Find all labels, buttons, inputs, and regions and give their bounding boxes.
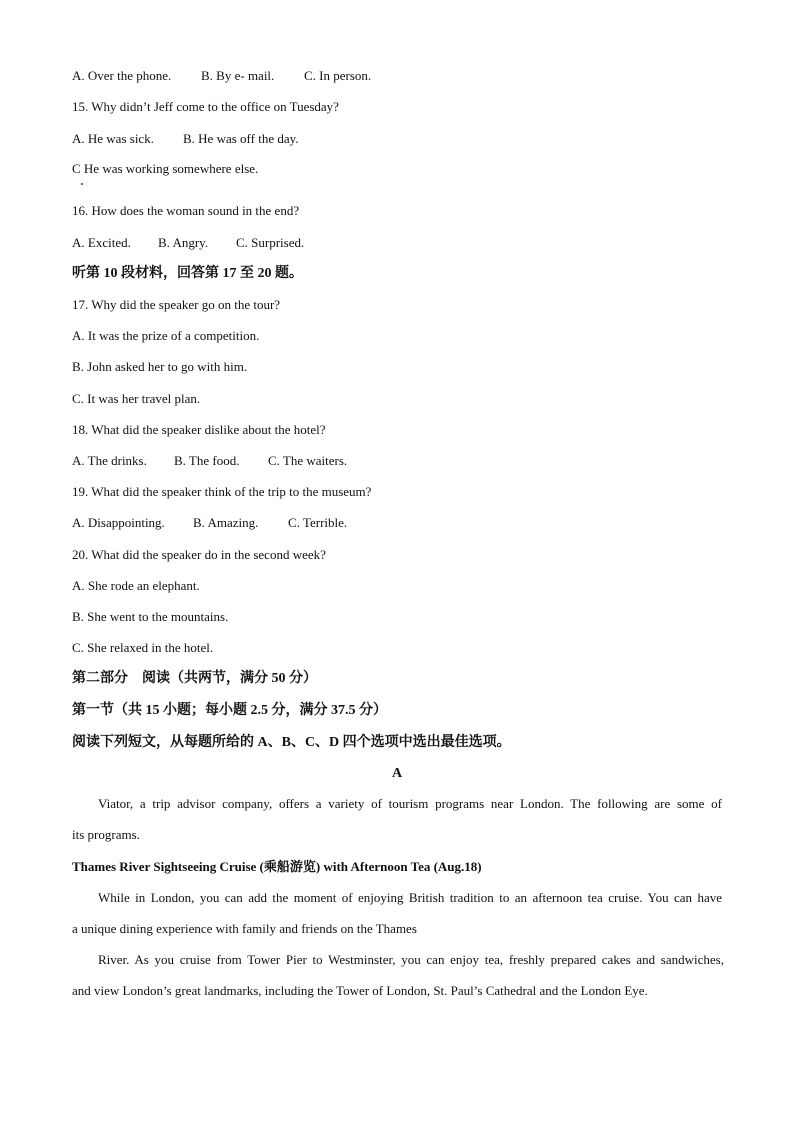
q18-options	[72, 453, 347, 469]
q14-options	[72, 68, 371, 84]
q18-option-c: C. The waiters.	[268, 453, 348, 468]
passage-intro-line1: Viator, a trip advisor company, offers a variety of tourism programs near London. The following are some of	[98, 796, 722, 811]
q18-option-a: A. The drinks.	[72, 453, 147, 468]
reading-instructions: 阅读下列短文，从每题所给的 A、B、C、D 四个选项中选出最佳选项。	[72, 735, 511, 750]
reading-section-heading: 第一节（共 15 小题；每小题 2.5 分，满分 37.5 分）	[72, 703, 387, 718]
q15-options	[72, 131, 299, 147]
stray-dot	[81, 183, 83, 185]
q16-options	[72, 235, 304, 251]
q16-option-c: C. Surprised.	[236, 235, 305, 250]
q20-option-a: A. She rode an elephant.	[72, 578, 200, 593]
para1-line2: a unique dining experience with family and friends on the Thames	[72, 921, 417, 936]
q15-option-b: B. He was off the day.	[183, 131, 299, 146]
q14-option-a: A. Over the phone.	[72, 68, 172, 83]
reading-part-heading: 第二部分 阅读（共两节，满分 50 分）	[72, 671, 317, 686]
q20-option-c: C. She relaxed in the hotel.	[72, 640, 214, 655]
q17-option-a: A. It was the prize of a competition.	[72, 328, 260, 343]
q17-option-c: C. It was her travel plan.	[72, 391, 201, 406]
q18-option-b: B. The food.	[174, 453, 240, 468]
q19-option-b: B. Amazing.	[193, 515, 259, 530]
q18-question: 18. What did the speaker dislike about the hotel?	[72, 422, 326, 437]
q19-option-c: C. Terrible.	[288, 515, 348, 530]
q14-option-b: B. By e- mail.	[201, 68, 275, 83]
q20-option-b: B. She went to the mountains.	[72, 609, 229, 624]
q14-option-c: C. In person.	[304, 68, 372, 83]
q15-option-a: A. He was sick.	[72, 131, 154, 146]
q20-question: 20. What did the speaker do in the second week?	[72, 547, 326, 562]
para2-line1: River. As you cruise from Tower Pier to Westminster, you can enjoy tea, freshly prepared cakes and sandwiches,	[98, 952, 724, 967]
q17-question: 17. Why did the speaker go on the tour?	[72, 297, 281, 312]
passage-intro-line2: its programs.	[72, 827, 140, 842]
para2-line2: and view London’s great landmarks, including the Tower of London, St. Paul’s Cathedral and the London Eye.	[72, 983, 648, 998]
section10-heading: 听第 10 段材料，回答第 17 至 20 题。	[72, 266, 303, 281]
q15-question: 15. Why didn’t Jeff come to the office on Tuesday?	[72, 99, 339, 114]
q16-question: 16. How does the woman sound in the end?	[72, 203, 300, 218]
q19-question: 19. What did the speaker think of the trip to the museum?	[72, 484, 372, 499]
passage-label: A	[391, 766, 403, 781]
q16-option-b: B. Angry.	[158, 235, 209, 250]
q17-option-b: B. John asked her to go with him.	[72, 359, 248, 374]
q19-options	[72, 515, 347, 531]
q15-option-c: C He was working somewhere else.	[72, 161, 259, 176]
program-title: Thames River Sightseeing Cruise (乘船游览) with Afternoon Tea (Aug.18)	[72, 859, 482, 874]
para1-line1: While in London, you can add the moment of enjoying British tradition to an afternoon tea cruise. You can have	[98, 890, 722, 905]
q19-option-a: A. Disappointing.	[72, 515, 165, 530]
q16-option-a: A. Excited.	[72, 235, 131, 250]
